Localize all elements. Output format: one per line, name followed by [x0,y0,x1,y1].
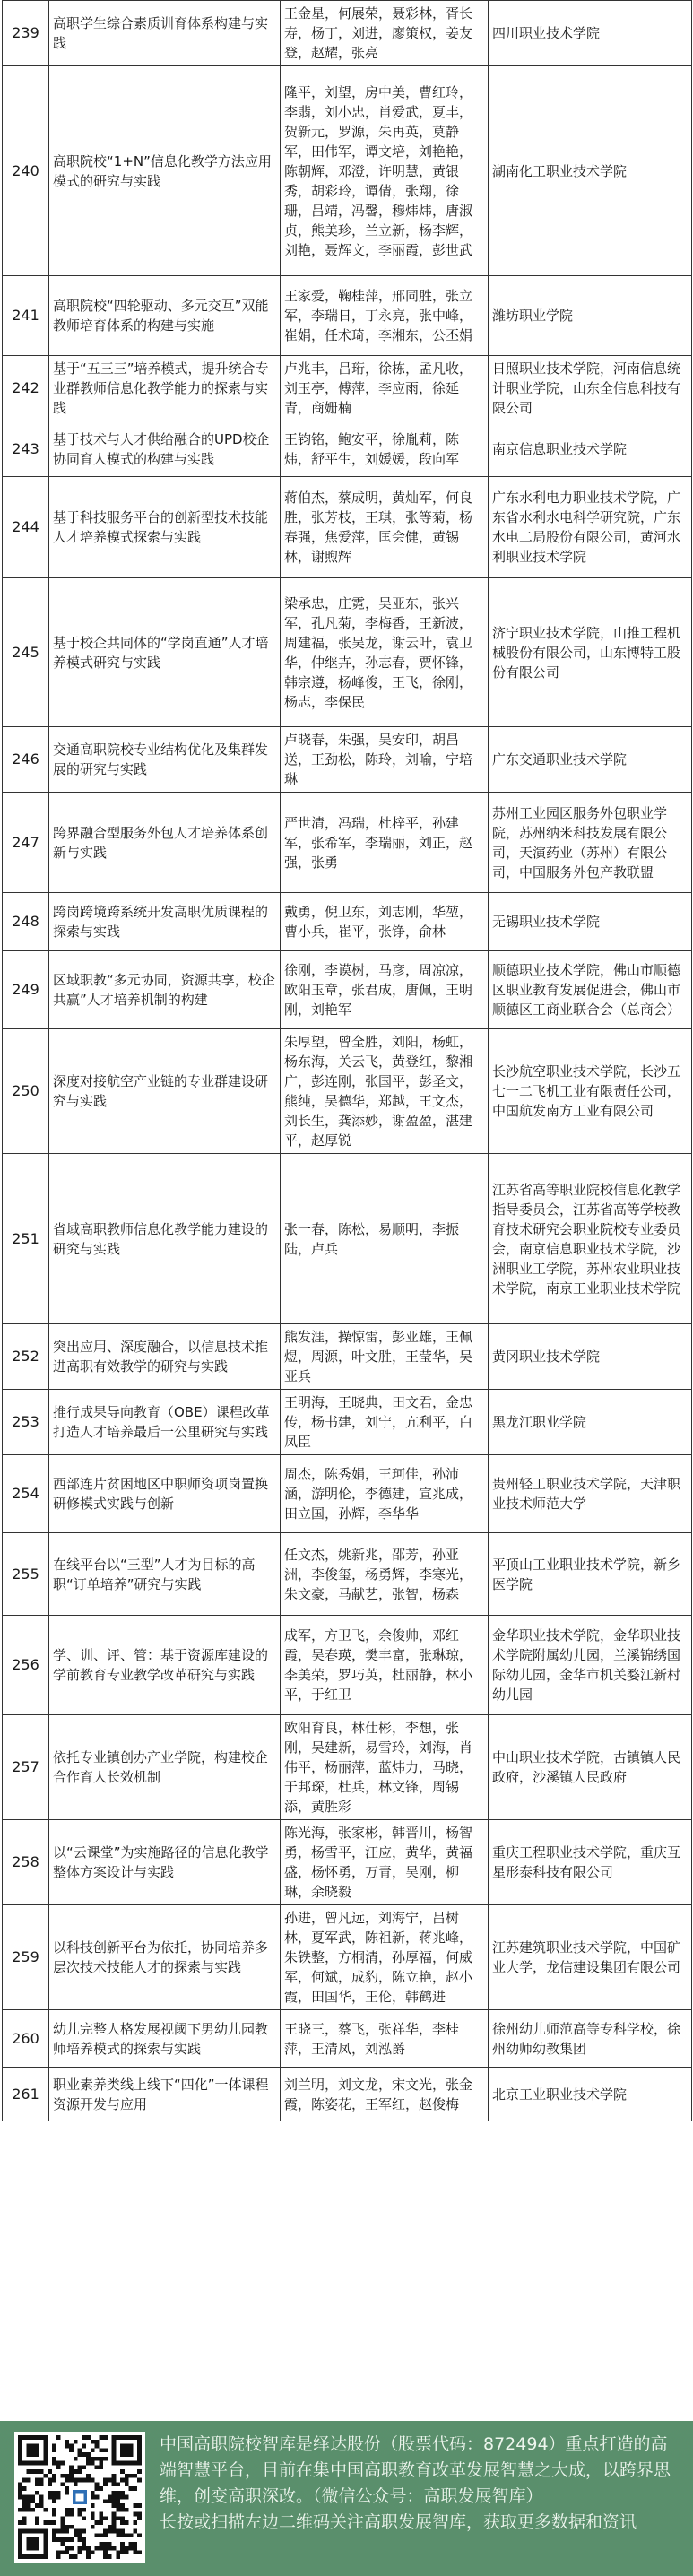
project-title: 在线平台以“三型”人才为目标的高职“订单培养”研究与实践 [49,1533,281,1616]
team-members: 孙进，曾凡远，刘海宁，吕树林，夏军武，陈祖新，蒋兆峰，朱铁整，方桐清，孙厚福，何威军，何斌，成豹，陈立艳，赵小霞，田国华，王伦，韩鹤进 [281,1905,489,2010]
project-title: 基于技术与人才供给融合的UPD校企协同育人模式的构建与实践 [49,421,281,477]
project-title: 深度对接航空产业链的专业群建设研究与实践 [49,1029,281,1154]
team-members: 蒋伯杰，蔡成明，黄灿军，何良胜，张芳枝，王琪，张等菊，杨春强，焦爱萍，匡会健，黄锡林，谢煦辉 [281,477,489,578]
table-row [3,1390,692,1455]
team-members: 欧阳育良，林仕彬，李想，张刚，吴建新，易雪玲，刘海，肖伟平，杨丽萍，蓝炜力，马晓，于邦琛，杜兵，林文锋，周锡添，黄胜彩 [281,1715,489,1820]
table-row [3,66,692,276]
team-members: 张一春，陈松，易顺明，李振陆，卢兵 [281,1154,489,1324]
qr-code-image[interactable] [14,2432,145,2563]
footer-text [160,2432,684,2536]
row-number: 240 [3,66,49,276]
project-title: 省域高职教师信息化教学能力建设的研究与实践 [49,1154,281,1324]
table-row [3,276,692,356]
row-number: 260 [3,2010,49,2068]
team-members: 熊发涯，操惊雷，彭亚雄，王佩煜，周源，叶文胜，王莹华，吴亚兵 [281,1324,489,1390]
row-number: 239 [3,1,49,66]
project-title: 跨界融合型服务外包人才培养体系创新与实践 [49,793,281,893]
team-members: 徐刚，李谟树，马彦，周凉凉，欧阳玉章，张君成，唐佩，王明刚，刘艳军 [281,951,489,1029]
table-row [3,727,692,793]
row-number: 254 [3,1455,49,1533]
table-row [3,1715,692,1820]
completion-units: 重庆工程职业技术学院，重庆互星形泰科技有限公司 [489,1820,692,1905]
award-table-body [3,1,692,2121]
completion-units: 徐州幼儿师范高等专科学校，徐州幼师幼教集团 [489,2010,692,2068]
table-row [3,893,692,951]
team-members: 王明海，王晓典，田文君，金忠传，杨书建，刘宁，亢利平，白凤臣 [281,1390,489,1455]
row-number: 255 [3,1533,49,1616]
project-title: 高职院校“1+N”信息化教学方法应用模式的研究与实践 [49,66,281,276]
completion-units: 江苏省高等职业院校信息化教学指导委员会，江苏省高等学校教育技术研究会职业院校专业委员会，南京信息职业技术学院，沙洲职业工学院，苏州农业职业技术学院，南京工业职业技术学院 [489,1154,692,1324]
row-number: 246 [3,727,49,793]
project-title: 依托专业镇创办产业学院，构建校企合作育人长效机制 [49,1715,281,1820]
project-title: 高职院校“四轮驱动、多元交互”双能教师培育体系的构建与实施 [49,276,281,356]
team-members: 隆平，刘望，房中美，曹红玲，李翡，刘小忠，肖爱武，夏丰，贺新元，罗源，朱再英，莫静军，田伟军，谭文培，刘艳艳，陈朝辉，邓澄，许明慧，黄银秀，胡彩玲，谭倩，张翔，徐珊，吕靖，冯馨，穆炜炜，唐淑贞，熊美珍，兰立新，杨李辉，刘艳，聂辉文，李丽霞，彭世武 [281,66,489,276]
completion-units: 黑龙江职业学院 [489,1390,692,1455]
table-row [3,356,692,421]
team-members: 王家爱，鞠桂萍，邢同胜，张立军，李瑞日，丁永亮，张中峰，崔娟，任术琦，李湘东，公丕娟 [281,276,489,356]
project-title: 突出应用、深度融合，以信息技术推进高职有效教学的研究与实践 [49,1324,281,1390]
row-number: 256 [3,1616,49,1715]
team-members: 成军，方卫飞，余俊帅，邓红霞，吴春瑛，樊丰富，张琳琼，李美荣，罗巧英，杜丽静，林小平，于红卫 [281,1616,489,1715]
table-row [3,1029,692,1154]
table-row [3,421,692,477]
row-number: 258 [3,1820,49,1905]
footer-intro: 中国高职院校智库是绎达股份（股票代码：872494）重点打造的高端智慧平台，目前在集中国高职教育改革发展智慧之大成，以跨界思维，创变高职深改。（微信公众号：高职发展智库） [160,2434,671,2506]
table-row [3,793,692,893]
completion-units: 广东交通职业技术学院 [489,727,692,793]
team-members: 王钧铭，鲍安平，徐胤莉，陈炜，舒平生，刘媛媛，段向军 [281,421,489,477]
completion-units: 长沙航空职业技术学院，长沙五七一二飞机工业有限责任公司，中国航发南方工业有限公司 [489,1029,692,1154]
table-row [3,1324,692,1390]
team-members: 王金星，何展荣，聂彩林，胥长寿，杨丁，刘进，廖策权，姜友登，赵耀，张亮 [281,1,489,66]
completion-units: 日照职业技术学院，河南信息统计职业学院，山东全信息科技有限公司 [489,356,692,421]
team-members: 朱厚望，曾全胜，刘阳，杨虹，杨东海，关云飞，黄登红，黎湘广，彭连刚，张国平，彭圣文，熊纯，吴德华，郑越，王文杰，刘长生，龚添妙，谢盈盈，湛建平，赵厚锐 [281,1029,489,1154]
project-title: 基于科技服务平台的创新型技术技能人才培养模式探索与实践 [49,477,281,578]
completion-units: 潍坊职业学院 [489,276,692,356]
row-number: 241 [3,276,49,356]
project-title: 基于校企共同体的“学岗直通”人才培养模式研究与实践 [49,578,281,727]
completion-units: 无锡职业技术学院 [489,893,692,951]
qr-code-icon [18,2435,142,2559]
row-number: 248 [3,893,49,951]
project-title: 幼儿完整人格发展视阈下男幼儿园教师培养模式的探索与实践 [49,2010,281,2068]
table-row [3,951,692,1029]
team-members: 卢兆丰，吕珩，徐栋，孟凡收，刘玉亭，傅萍，李应雨，徐延青，商姗楠 [281,356,489,421]
row-number: 249 [3,951,49,1029]
completion-units: 江苏建筑职业技术学院，中国矿业大学，龙信建设集团有限公司 [489,1905,692,2010]
row-number: 251 [3,1154,49,1324]
project-title: 跨岗跨境跨系统开发高职优质课程的探索与实践 [49,893,281,951]
project-title: 学、训、评、管：基于资源库建设的学前教育专业教学改革研究与实践 [49,1616,281,1715]
row-number: 257 [3,1715,49,1820]
completion-units: 中山职业技术学院，古镇镇人民政府，沙溪镇人民政府 [489,1715,692,1820]
footer-cta: 长按或扫描左边二维码关注高职发展智库，获取更多数据和资讯 [160,2512,637,2532]
project-title: 西部连片贫困地区中职师资项岗置换研修模式实践与创新 [49,1455,281,1533]
team-members: 刘兰明，刘文龙，宋文光，张金霞，陈姿花，王军红，赵俊梅 [281,2068,489,2121]
project-title: 以科技创新平台为依托，协同培养多层次技术技能人才的探索与实践 [49,1905,281,2010]
table-row [3,2010,692,2068]
row-number: 242 [3,356,49,421]
row-number: 250 [3,1029,49,1154]
project-title: 以“云课堂”为实施路径的信息化教学整体方案设计与实践 [49,1820,281,1905]
row-number: 247 [3,793,49,893]
row-number: 253 [3,1390,49,1455]
completion-units: 广东水利电力职业技术学院，广东省水利水电科学研究院，广东水电二局股份有限公司，黄河水利职业技术学院 [489,477,692,578]
table-row [3,1455,692,1533]
table-row [3,578,692,727]
team-members: 任文杰，姚新兆，邵芳，孙亚洲，李俊玺，杨勇辉，李寒光，朱文豪，马献艺，张智，杨森 [281,1533,489,1616]
table-row [3,2068,692,2121]
team-members: 戴勇，倪卫东，刘志刚，华堃，曹小兵，崔平，张铮，俞林 [281,893,489,951]
completion-units: 顺德职业技术学院，佛山市顺德区职业教育发展促进会，佛山市顺德区工商业联合会（总商会） [489,951,692,1029]
row-number: 245 [3,578,49,727]
table-row [3,1154,692,1324]
project-title: 职业素养类线上线下“四化”一体课程资源开发与应用 [49,2068,281,2121]
completion-units: 金华职业技术学院，金华职业技术学院附属幼儿园，兰溪锦绣国际幼儿园，金华市机关婺江新村幼儿园 [489,1616,692,1715]
table-row [3,1,692,66]
footer-banner [0,2421,693,2576]
team-members: 王晓三，蔡飞，张祥华，李桂萍，王清凤，刘泓爵 [281,2010,489,2068]
row-number: 244 [3,477,49,578]
award-table [2,0,692,2121]
table-row [3,1616,692,1715]
team-members: 陈光海，张家彬，韩晋川，杨智勇，杨雪平，汪应，黄华，黄福盛，杨怀勇，万青，吴刚，柳琳，余晓毅 [281,1820,489,1905]
project-title: 推行成果导向教育（OBE）课程改革 打造人才培养最后一公里研究与实践 [49,1390,281,1455]
completion-units: 济宁职业技术学院，山推工程机械股份有限公司，山东博特工股份有限公司 [489,578,692,727]
completion-units: 黄冈职业技术学院 [489,1324,692,1390]
team-members: 卢晓春，朱强，吴安印，胡昌送，王劲松，陈玲，刘喻，宁培琳 [281,727,489,793]
completion-units: 苏州工业园区服务外包职业学院，苏州纳米科技发展有限公司，天演药业（苏州）有限公司，中国服务外包产教联盟 [489,793,692,893]
completion-units: 南京信息职业技术学院 [489,421,692,477]
project-title: 交通高职院校专业结构优化及集群发展的研究与实践 [49,727,281,793]
completion-units: 贵州轻工职业技术学院，天津职业技术师范大学 [489,1455,692,1533]
row-number: 259 [3,1905,49,2010]
completion-units: 平顶山工业职业技术学院，新乡医学院 [489,1533,692,1616]
project-title: 区域职教“多元协同，资源共享，校企共赢”人才培养机制的构建 [49,951,281,1029]
team-members: 周杰，陈秀娟，王珂佳，孙沛涵，游明伦，李德建，宣兆成，田立国，孙辉，李华华 [281,1455,489,1533]
row-number: 261 [3,2068,49,2121]
table-row [3,477,692,578]
table-row [3,1905,692,2010]
project-title: 基于“五三三”培养模式，提升统合专业群教师信息化教学能力的探索与实践 [49,356,281,421]
project-title: 高职学生综合素质训育体系构建与实践 [49,1,281,66]
completion-units: 湖南化工职业技术学院 [489,66,692,276]
row-number: 243 [3,421,49,477]
completion-units: 四川职业技术学院 [489,1,692,66]
completion-units: 北京工业职业技术学院 [489,2068,692,2121]
team-members: 严世清，冯瑞，杜梓平，孙建军，张希军，李瑞丽，刘正，赵强，张勇 [281,793,489,893]
row-number: 252 [3,1324,49,1390]
table-row [3,1820,692,1905]
team-members: 梁承忠，庄霓，吴亚东，张兴军，孔凡菊，李梅香，王新波，周建福，张吴龙，谢云叶，袁卫华，仲继卉，孙志春，贾怀锋，韩宗遵，杨峰俊，王飞，徐刚，杨志，李保民 [281,578,489,727]
table-row [3,1533,692,1616]
